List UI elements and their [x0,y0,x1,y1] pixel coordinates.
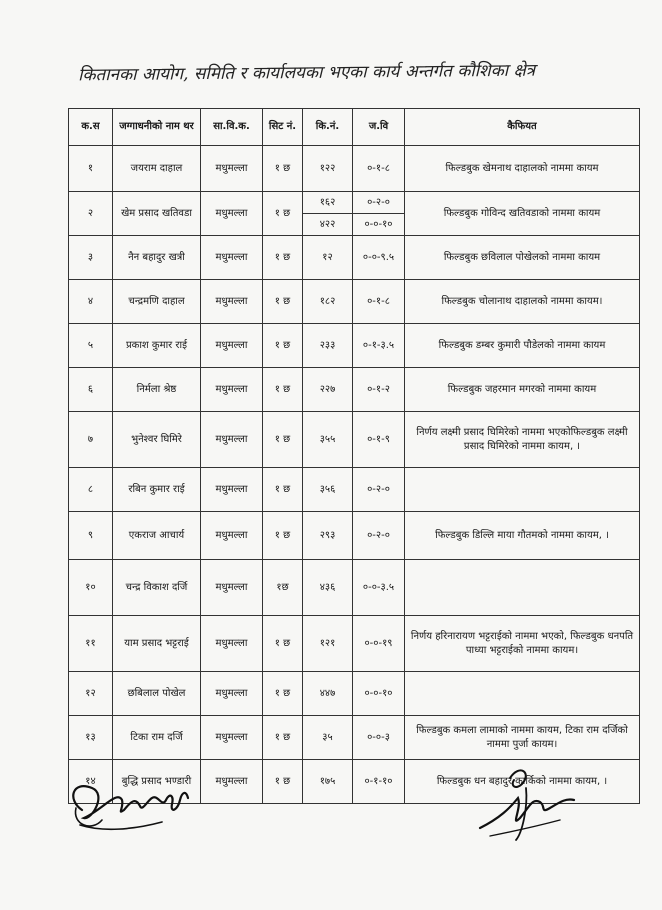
cell-remarks: फिल्डबुक खेमनाथ दाहालको नाममा कायम [405,146,640,192]
cell-vdc: मधुमल्ला [201,512,263,560]
cell-vdc: मधुमल्ला [201,280,263,324]
cell-remarks: निर्णय हरिनारायण भट्टराईको नाममा भएको, फिल्डबुक धनपति पाध्या भट्टराईको नाममा कायम। [405,616,640,672]
table-row [69,412,640,468]
cell-remarks: फिल्डबुक डिल्लि माया गौतमको नाममा कायम, । [405,512,640,560]
cell-remarks [405,468,640,512]
cell-vdc: मधुमल्ला [201,716,263,760]
cell-remarks: फिल्डबुक जहरमान मगरको नाममा कायम [405,368,640,412]
cell-vdc: मधुमल्ला [201,368,263,412]
cell-owner: चन्द्रमणि दाहाल [113,280,201,324]
header-vdc: सा.वि.क. [201,109,263,146]
cell-plot: ४३६ [303,560,353,616]
cell-vdc: मधुमल्ला [201,412,263,468]
handwritten-heading [78,60,638,100]
cell-area: ०-०-९.५ [353,236,405,280]
cell-remarks: फिल्डबुक गोविन्द खतिवडाको नाममा कायम [405,192,640,236]
cell-area: ०-१-८ [353,146,405,192]
cell-plot: २९३ [303,512,353,560]
table-row [69,716,640,760]
header-plot: कि.नं. [303,109,353,146]
cell-sheet: १ छ [263,760,303,804]
cell-plot: ३५६ [303,468,353,512]
cell-sheet: १ छ [263,324,303,368]
table-header-row [69,109,640,146]
cell-plot-2: ४२२ [319,219,336,230]
cell-owner: छबिलाल पोखेल [113,672,201,716]
cell-vdc: मधुमल्ला [201,146,263,192]
cell-vdc: मधुमल्ला [201,468,263,512]
cell-remarks: फिल्डबुक छविलाल पोखेलको नाममा कायम [405,236,640,280]
cell-owner: एकराज आचार्य [113,512,201,560]
cell-plot: १७५ [303,760,353,804]
cell-owner: जयराम दाहाल [113,146,201,192]
cell-owner: रबिन कुमार राई [113,468,201,512]
cell-sheet: १ छ [263,512,303,560]
cell-sheet: १ छ [263,146,303,192]
cell-sheet: १ छ [263,616,303,672]
cell-owner: चन्द्र विकाश दर्जि [113,560,201,616]
cell-sn: १२ [69,672,113,716]
cell-area: ०-०-१० [353,672,405,716]
cell-area: ०-०-१९ [353,616,405,672]
cell-sn: २ [69,192,113,236]
table-row [69,280,640,324]
header-owner: जग्गाधनीको नाम थर [113,109,201,146]
cell-plot: १२२ [303,146,353,192]
header-sn: क.स [69,109,113,146]
cell-sheet: १ छ [263,280,303,324]
cell-sn: ९ [69,512,113,560]
cell-sheet: १ छ [263,412,303,468]
cell-sheet: १ छ [263,468,303,512]
cell-area: ०-२-० [353,192,404,214]
cell-sn: ११ [69,616,113,672]
cell-plot: ३५५ [303,412,353,468]
right-signature-icon [470,758,580,848]
cell-vdc: मधुमल्ला [201,616,263,672]
table-row [69,236,640,280]
cell-remarks [405,672,640,716]
cell-sn: ५ [69,324,113,368]
table-row [69,512,640,560]
cell-vdc: मधुमल्ला [201,236,263,280]
cell-area: ०-१-८ [353,280,405,324]
cell-owner: भुनेश्वर घिमिरे [113,412,201,468]
cell-owner: प्रकाश कुमार राई [113,324,201,368]
cell-sheet: १ छ [263,716,303,760]
cell-owner: निर्मला श्रेष्ठ [113,368,201,412]
heading-text: कितानका आयोग, समिति र कार्यालयका भएका कार्य अन्तर्गत कौशिका क्षेत्र [77,60,536,86]
table-row [69,672,640,716]
cell-sn: १ [69,146,113,192]
cell-plot: १६२ [303,192,352,214]
cell-area: ०-१-१० [353,760,405,804]
cell-plot: २३३ [303,324,353,368]
cell-plot: ३५ [303,716,353,760]
cell-plot: २२७ [303,368,353,412]
cell-plot-split [303,192,353,236]
cell-sn: १३ [69,716,113,760]
cell-sheet: १ छ [263,236,303,280]
cell-area: ०-०-३ [353,716,405,760]
table-row [69,468,640,512]
cell-area: ०-१-९ [353,412,405,468]
cell-plot: १२१ [303,616,353,672]
cell-vdc: मधुमल्ला [201,672,263,716]
cell-sn: ८ [69,468,113,512]
cell-owner: याम प्रसाद भट्टराई [113,616,201,672]
cell-area-2: ०-०-१० [364,219,393,230]
cell-plot: १२ [303,236,353,280]
cell-remarks [405,560,640,616]
table-row [69,146,640,192]
cell-sheet: १ छ [263,672,303,716]
cell-vdc: मधुमल्ला [201,192,263,236]
cell-sheet: १छ [263,560,303,616]
cell-sn: ४ [69,280,113,324]
right-signature [470,758,580,848]
cell-sn: १० [69,560,113,616]
cell-remarks: निर्णय लक्ष्मी प्रसाद घिमिरेको नाममा भएकोफिल्डबुक लक्ष्मी प्रसाद घिमिरेको नाममा कायम, । [405,412,640,468]
table-row [69,368,640,412]
table-row [69,324,640,368]
cell-plot: ४४७ [303,672,353,716]
cell-remarks: फिल्डबुक धन बहादुर कार्किको नाममा कायम, । [405,760,640,804]
cell-vdc: मधुमल्ला [201,560,263,616]
cell-area: ०-०-३.५ [353,560,405,616]
cell-sn: ३ [69,236,113,280]
header-sheet: सिट नं. [263,109,303,146]
cell-owner: टिका राम दर्जि [113,716,201,760]
cell-owner: खेम प्रसाद खतिवडा [113,192,201,236]
cell-area: ०-२-० [353,512,405,560]
cell-plot: १८२ [303,280,353,324]
cell-owner: बुद्धि प्रसाद भण्डारी [113,760,201,804]
cell-sn: ७ [69,412,113,468]
cell-area: ०-१-३.५ [353,324,405,368]
cell-area: ०-१-२ [353,368,405,412]
cell-area-split [353,192,405,236]
table-row [69,192,640,236]
cell-sheet: १ छ [263,192,303,236]
cell-sheet: १ छ [263,368,303,412]
cell-area: ०-२-० [353,468,405,512]
table-row [69,616,640,672]
left-signature [62,770,202,850]
header-area: ज.वि [353,109,405,146]
header-remarks: कैफियत [405,109,640,146]
cell-remarks: फिल्डबुक चोलानाथ दाहालको नाममा कायम। [405,280,640,324]
cell-sn: ६ [69,368,113,412]
table-row [69,560,640,616]
cell-vdc: मधुमल्ला [201,324,263,368]
left-signature-icon [62,770,202,850]
cell-owner: नैन बहादुर खत्री [113,236,201,280]
cell-remarks: फिल्डबुक कमला लामाको नाममा कायम, टिका राम दर्जिको नाममा पुर्जा कायम। [405,716,640,760]
cell-remarks: फिल्डबुक डम्बर कुमारी पौडेलको नाममा कायम [405,324,640,368]
land-records-table [68,108,640,804]
cell-sn: १४ [69,760,113,804]
cell-vdc: मधुमल्ला [201,760,263,804]
table-body [69,146,640,804]
